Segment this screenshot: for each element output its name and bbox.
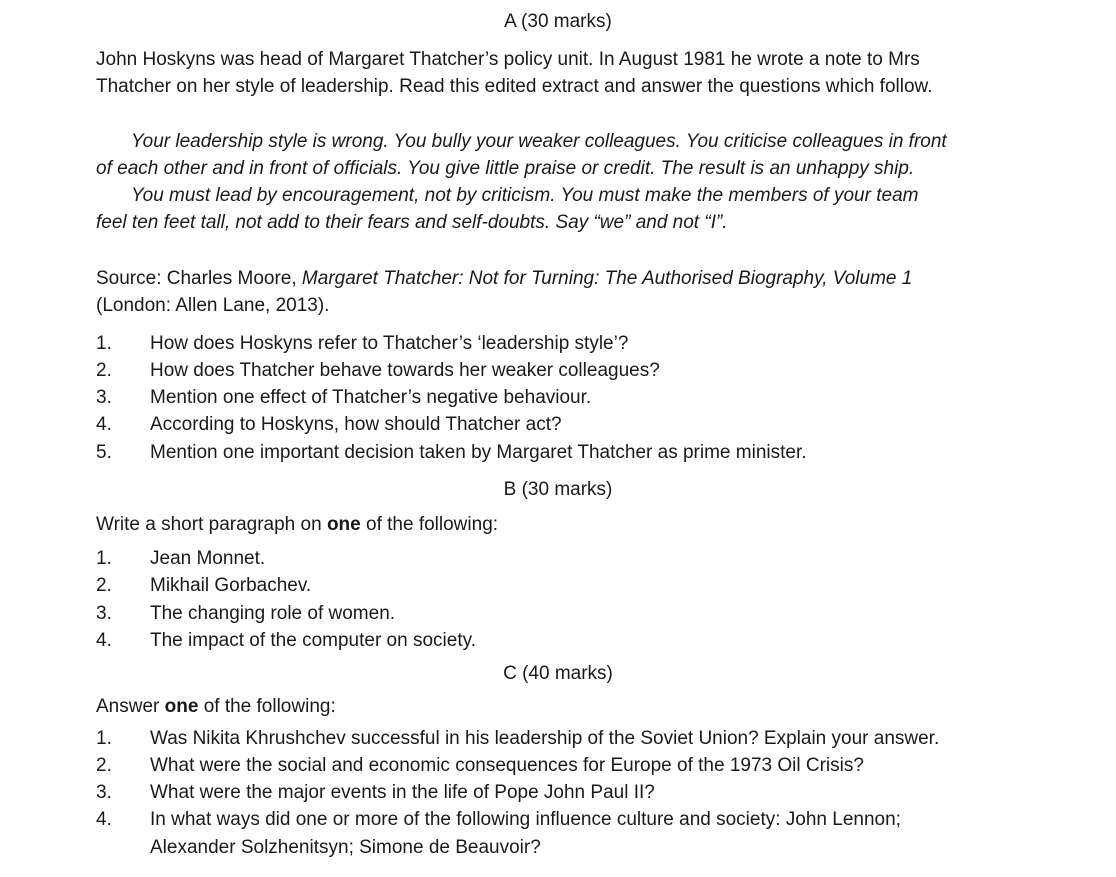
question-number: 3. (96, 387, 112, 408)
question-item (96, 357, 660, 384)
section-b-heading: B (30 marks) (503, 479, 613, 500)
list-item (96, 752, 864, 779)
list-item (96, 627, 476, 654)
list-item (96, 545, 265, 572)
intro-line-2: Thatcher on her style of leadership. Read this edited extract and answer the questions which follow. (96, 76, 933, 97)
instruction-text: Answer (96, 696, 165, 717)
list-item (96, 600, 395, 627)
instruction-emphasis: one (326, 514, 361, 535)
quote-line-2: of each other and in front of officials. You give little praise or credit. The result is an unhappy ship. (96, 158, 915, 179)
item-text: Was Nikita Khrushchev successful in his leadership of the Soviet Union? Explain your answer. (150, 728, 940, 749)
list-item (96, 572, 311, 599)
item-number: 2. (96, 755, 112, 776)
item-text: Jean Monnet. (150, 548, 266, 569)
item-number: 3. (96, 603, 112, 624)
item-number: 3. (96, 782, 112, 803)
item-text: What were the social and economic consequences for Europe of the 1973 Oil Crisis? (150, 755, 864, 776)
section-c-instruction (96, 693, 336, 720)
question-item (96, 384, 591, 411)
source-title: Margaret Thatcher: Not for Turning: The Authorised Biography, Volume 1 (301, 268, 913, 289)
instruction-text: of the following: (198, 696, 336, 717)
list-item (96, 725, 939, 752)
item-text: Mikhail Gorbachev. (150, 575, 312, 596)
question-item (96, 439, 807, 466)
question-text: How does Hoskyns refer to Thatcher’s ‘leadership style’? (150, 333, 629, 354)
question-item (96, 330, 628, 357)
item-number: 4. (96, 809, 112, 830)
source-prefix: Source: Charles Moore, (96, 268, 302, 289)
item-number: 4. (96, 630, 112, 651)
source-line-2: (London: Allen Lane, 2013). (96, 295, 330, 316)
quote-line-3: You must lead by encouragement, not by criticism. You must make the members of your team (131, 185, 919, 206)
list-item (96, 806, 901, 833)
instruction-text: of the following: (360, 514, 499, 535)
source-citation (96, 265, 912, 292)
item-text: What were the major events in the life of Pope John Paul II? (150, 782, 655, 803)
list-item-continuation: Alexander Solzhenitsyn; Simone de Beauvoir? (150, 837, 541, 858)
question-text: How does Thatcher behave towards her weaker colleagues? (150, 360, 660, 381)
section-c-heading: C (40 marks) (503, 663, 613, 684)
item-number: 1. (96, 548, 112, 569)
question-number: 5. (96, 442, 112, 463)
question-text: According to Hoskyns, how should Thatcher act? (150, 414, 562, 435)
quote-line-4: feel ten feet tall, not add to their fears and self-doubts. Say “we” and not “I”. (96, 212, 728, 233)
question-number: 2. (96, 360, 112, 381)
quote-line-1: Your leadership style is wrong. You bully your weaker colleagues. You criticise colleagues in front (131, 131, 947, 152)
item-number: 1. (96, 728, 112, 749)
question-text: Mention one effect of Thatcher’s negative behaviour. (150, 387, 592, 408)
question-text: Mention one important decision taken by Margaret Thatcher as prime minister. (150, 442, 807, 463)
item-text: In what ways did one or more of the following influence culture and society: John Lennon; (150, 809, 901, 830)
instruction-emphasis: one (164, 696, 199, 717)
question-number: 4. (96, 414, 112, 435)
list-item (96, 779, 655, 806)
instruction-text: Write a short paragraph on (96, 514, 327, 535)
item-text: The impact of the computer on society. (150, 630, 476, 651)
question-item (96, 411, 562, 438)
item-text: The changing role of women. (150, 603, 396, 624)
item-number: 2. (96, 575, 112, 596)
intro-line-1: John Hoskyns was head of Margaret Thatcher’s policy unit. In August 1981 he wrote a note to Mrs (96, 49, 920, 70)
question-number: 1. (96, 333, 112, 354)
section-a-heading: A (30 marks) (504, 11, 612, 32)
section-b-instruction (96, 511, 498, 538)
